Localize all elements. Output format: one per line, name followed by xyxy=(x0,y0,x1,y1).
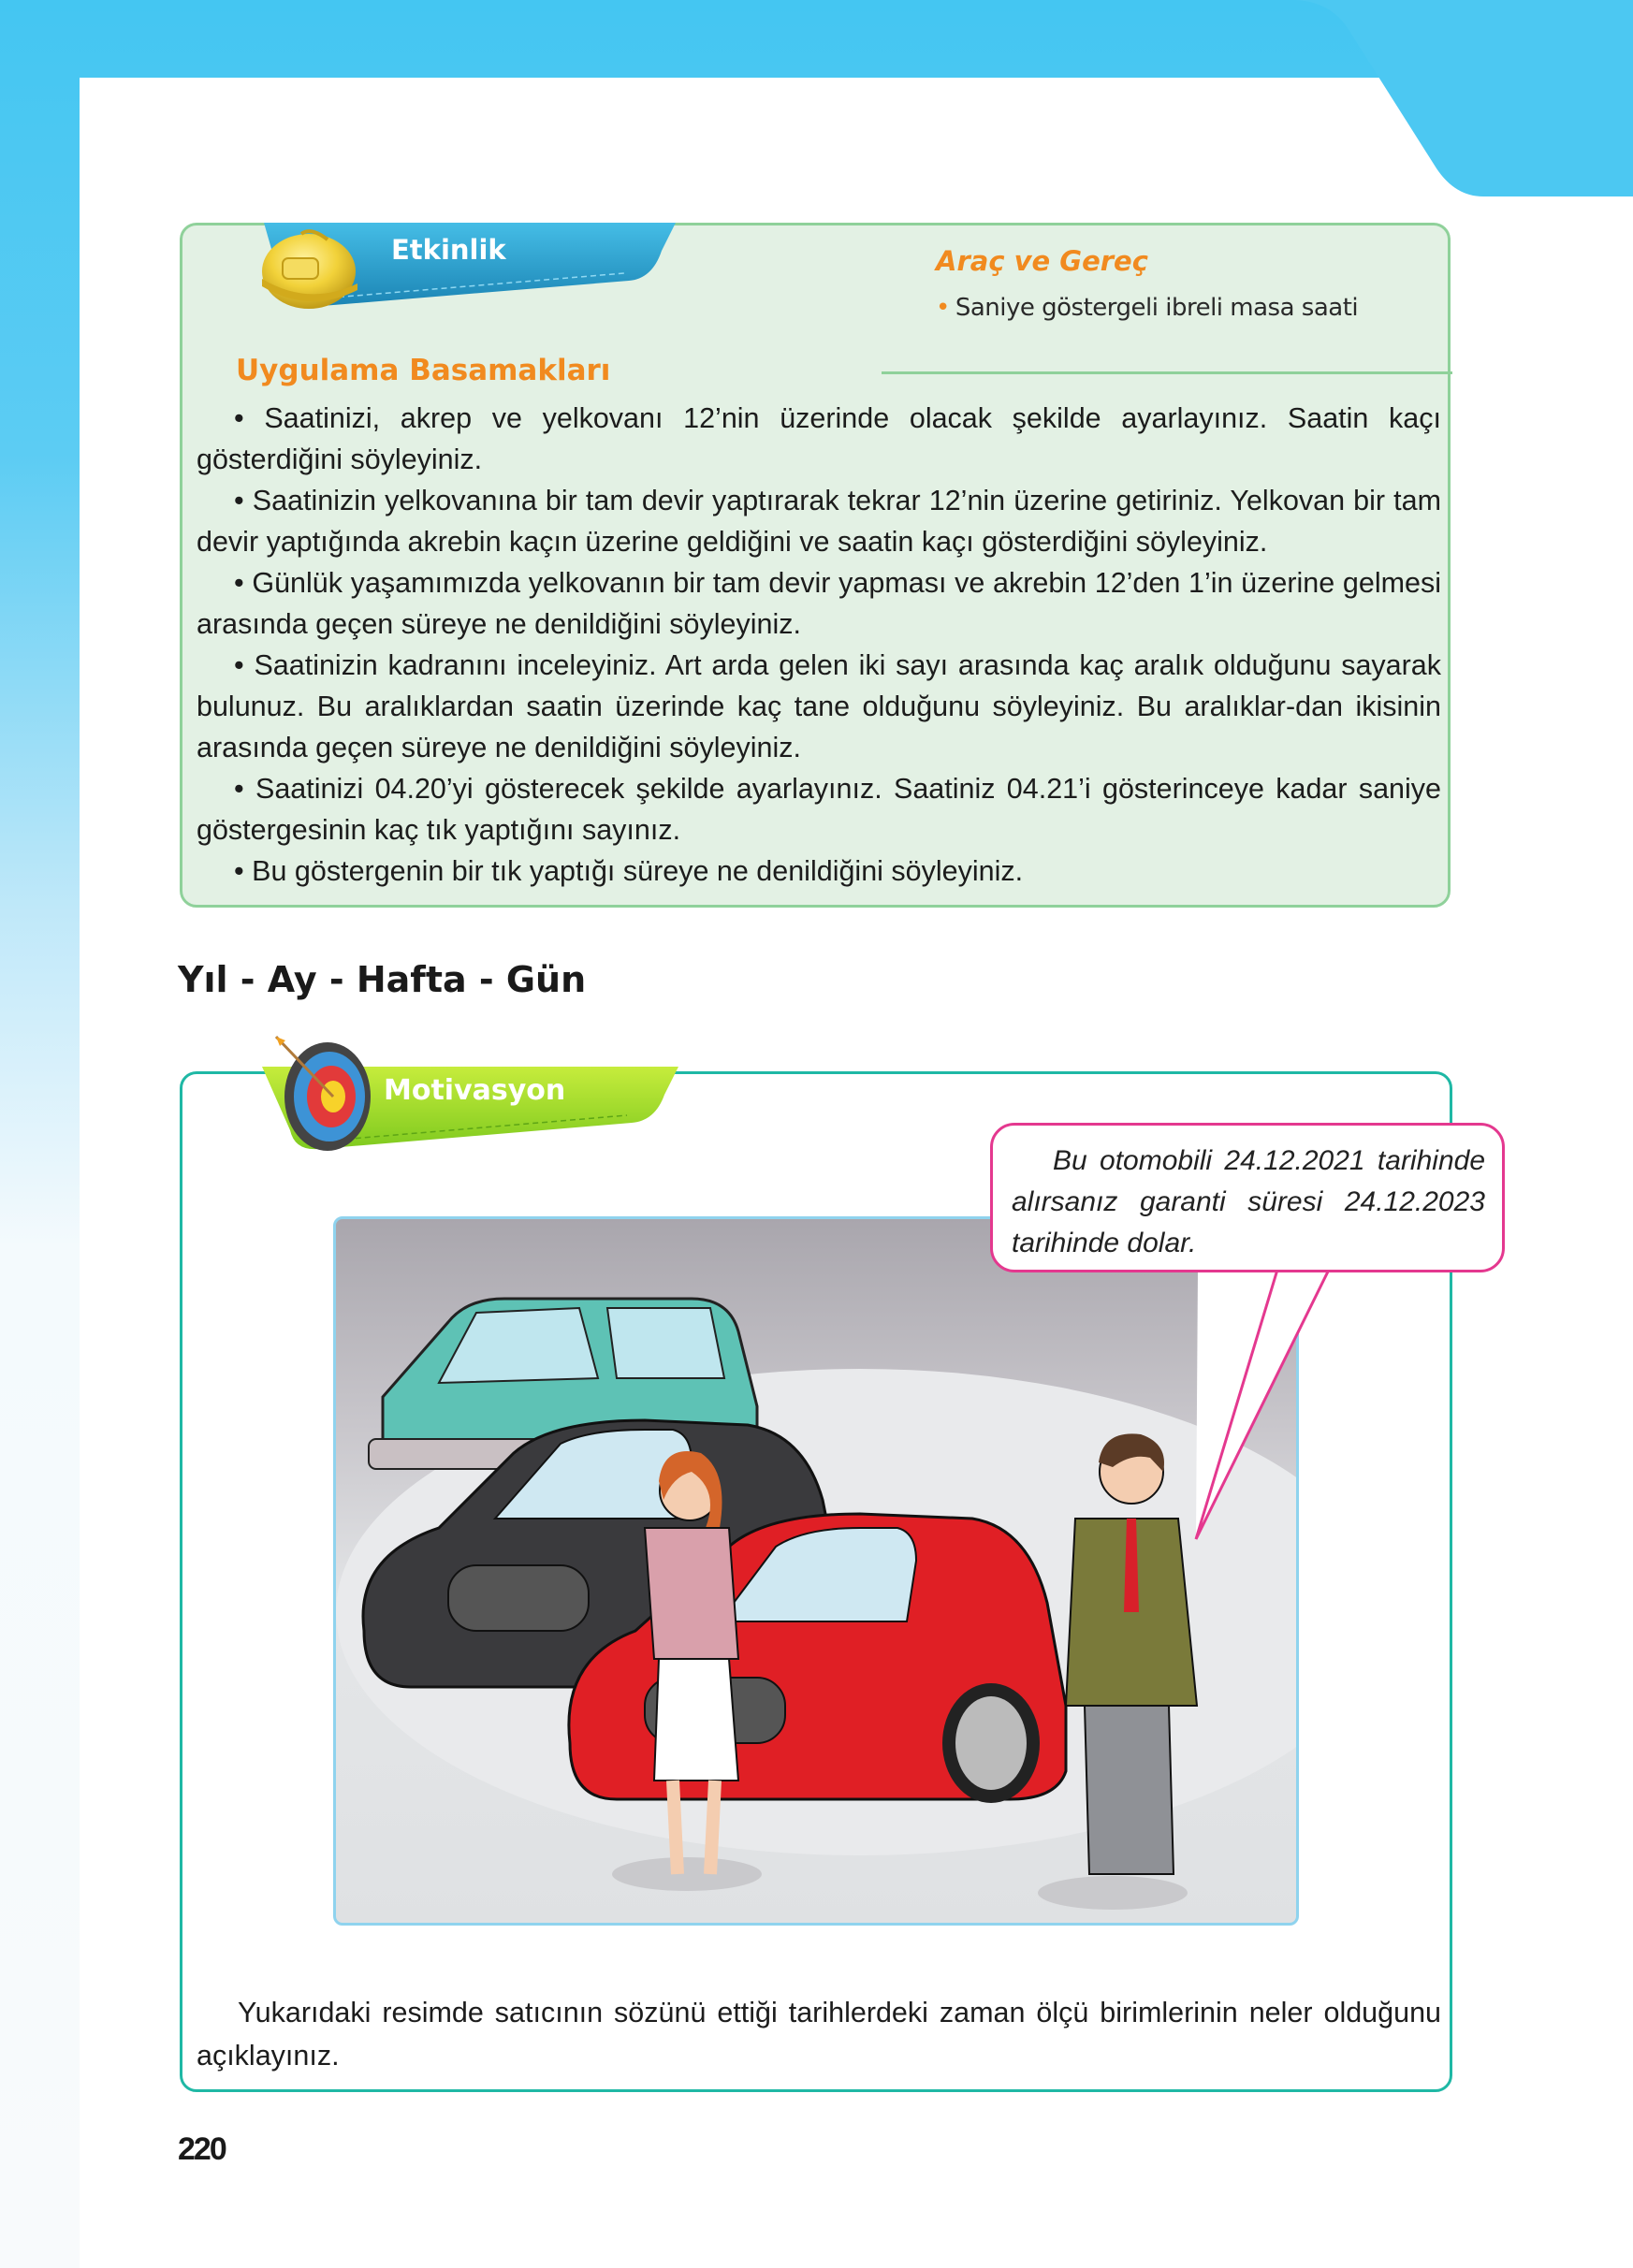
illustration-artwork xyxy=(336,1219,1299,1926)
steps-list xyxy=(197,398,1441,892)
tools-list-item: • Saniye göstergeli ibreli masa saati xyxy=(936,294,1359,322)
speech-bubble-text: Bu otomobili 24.12.2021 tarihinde alırsanız garanti süresi 24.12.2023 tarihinde dolar. xyxy=(1012,1145,1485,1258)
motivation-question xyxy=(197,1991,1441,2077)
speech-bubble xyxy=(990,1123,1505,1272)
tools-title: Araç ve Gereç xyxy=(936,245,1148,277)
section-heading: Yıl - Ay - Hafta - Gün xyxy=(178,959,587,1000)
step-item: • Bu göstergenin bir tık yaptığı süreye ne denildiğini söyleyiniz. xyxy=(234,855,1024,887)
step-item: • Saatinizin yelkovanına bir tam devir yaptırarak tekrar 12’nin üzerine getiriniz. Yelkovan bir tam devir yaptığında akrebin kaçın üzerine geldiğini ve saatin kaçı gösterdiğini söyleyiniz. xyxy=(197,485,1441,558)
step-item: • Saatinizi 04.20’yi gösterecek şekilde ayarlayınız. Saatiniz 04.21’i gösterinceye kadar saniye göstergesinin kaç tık yaptığını sayınız. xyxy=(197,773,1441,846)
bullet-icon: • xyxy=(936,294,950,322)
page-corner-decoration xyxy=(1245,0,1633,196)
question-text: Yukarıdaki resimde satıcının sözünü ettiği tarihlerdeki zaman ölçü birimlerinin neler olduğunu açıklayınız. xyxy=(197,1997,1441,2072)
car-dealership-illustration xyxy=(333,1216,1299,1926)
step-item: • Saatinizin kadranını inceleyiniz. Art arda gelen iki sayı arasında kaç aralık olduğunu sayarak bulunuz. Bu aralıklardan saatin üzerinde kaç tane olduğunu söyleyiniz. Bu aralıklar-dan ikisinin arasında geçen süreye ne denildiğini söyleyiniz. xyxy=(197,649,1441,763)
page-number: 220 xyxy=(178,2131,226,2167)
section-divider xyxy=(882,371,1452,374)
speech-bubble-tail xyxy=(1188,1268,1357,1548)
motivation-banner-label: Motivasyon xyxy=(384,1074,566,1107)
steps-title: Uygulama Basamakları xyxy=(236,354,611,387)
step-item: • Günlük yaşamımızda yelkovanın bir tam devir yapması ve akrebin 12’den 1’in üzerine gelmesi arasında geçen süreye ne denildiğini söyleyiniz. xyxy=(197,567,1441,640)
activity-banner-label: Etkinlik xyxy=(391,234,506,266)
target-arrow-icon xyxy=(276,1037,371,1151)
step-item: • Saatinizi, akrep ve yelkovanı 12’nin üzerinde olacak şekilde ayarlayınız. Saatin kaçı gösterdiğini söyleyiniz. xyxy=(197,402,1441,475)
